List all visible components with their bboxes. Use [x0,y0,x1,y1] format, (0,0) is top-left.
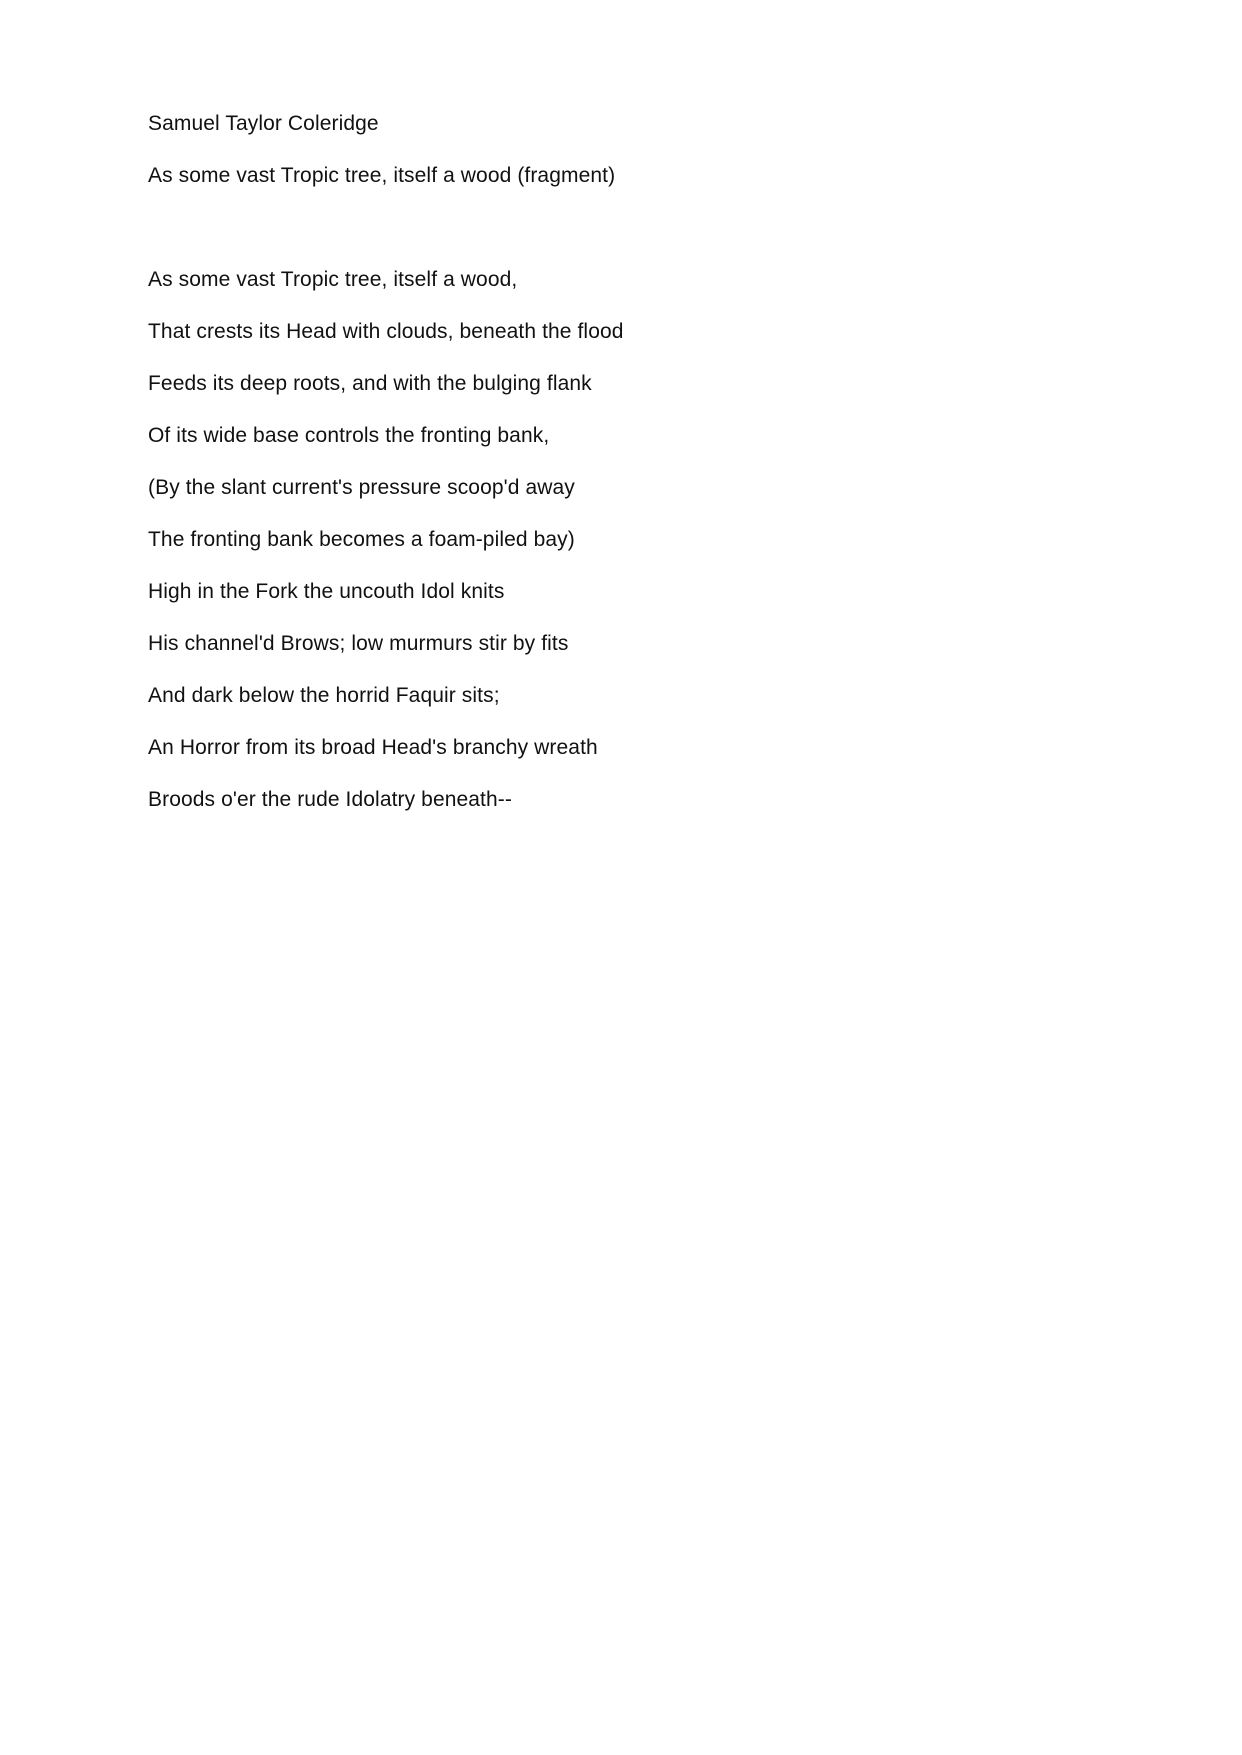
poem-line: That crests its Head with clouds, beneath the flood [148,320,624,343]
poem-line: The fronting bank becomes a foam-piled bay) [148,528,575,551]
poem-line: (By the slant current's pressure scoop'd away [148,476,575,499]
poem-line: His channel'd Brows; low murmurs stir by fits [148,632,569,655]
poem-line: Broods o'er the rude Idolatry beneath-- [148,788,512,811]
poem-line: High in the Fork the uncouth Idol knits [148,580,505,603]
poem-line: And dark below the horrid Faquir sits; [148,684,500,707]
poem-line: Of its wide base controls the fronting bank, [148,424,550,447]
poem-title: As some vast Tropic tree, itself a wood (fragment) [148,164,616,187]
poem-line: As some vast Tropic tree, itself a wood, [148,268,518,291]
poem-text-block [148,111,1048,839]
author-name: Samuel Taylor Coleridge [148,112,379,135]
poem-line: Feeds its deep roots, and with the bulging flank [148,372,592,395]
poem-line: An Horror from its broad Head's branchy wreath [148,736,598,759]
